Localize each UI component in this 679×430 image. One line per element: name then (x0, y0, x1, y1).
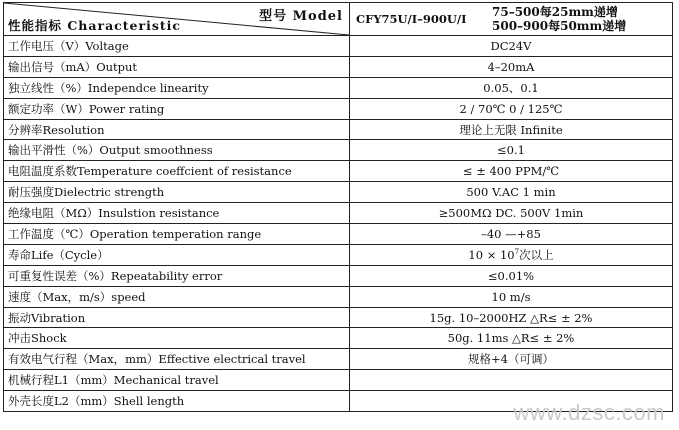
life-base: 10 × 10 (468, 247, 515, 262)
param-cell: 有效电气行程（Max，mm）Effective electrical travel (4, 349, 350, 370)
param-cell: 独立线性（%）Independce linearity (4, 77, 350, 98)
value-cell: ≤0.1 (350, 140, 673, 161)
param-cell: 机械行程L1（mm）Mechanical travel (4, 370, 350, 391)
range-2: 500–900每50mm递增 (492, 19, 627, 33)
model-series: CFY75U/I–900U/I (356, 12, 467, 26)
spec-sheet (3, 2, 672, 426)
model-label: 型号 Model (259, 9, 343, 24)
value-cell: 4–20mA (350, 56, 673, 77)
value-cell (350, 244, 673, 265)
value-cell: 15g. 10–2000HZ △R≤ ± 2% (350, 307, 673, 328)
param-cell: 电阻温度系数Temperature coeffcient of resistance (4, 161, 350, 182)
value-cell: ≤0.01% (350, 265, 673, 286)
table-row (4, 328, 673, 349)
value-cell: DC24V (350, 36, 673, 57)
param-cell: 外壳长度L2（mm）Shell length (4, 391, 350, 412)
value-cell: 理论上无限 Infinite (350, 119, 673, 140)
table-row (4, 307, 673, 328)
table-row (4, 203, 673, 224)
param-cell: 工作温度（℃）Operation temperation range (4, 224, 350, 245)
value-cell: 50g. 11ms △R≤ ± 2% (350, 328, 673, 349)
param-cell: 输出平滑性（%）Output smoothness (4, 140, 350, 161)
table-row (4, 36, 673, 57)
life-tail: 次以上 (519, 247, 554, 262)
characteristic-title: 性能指标 Characteristic (8, 18, 182, 33)
value-cell: 500 V.AC 1 min (350, 182, 673, 203)
range-1: 75–500每25mm递增 (492, 5, 618, 19)
param-cell: 寿命Life（Cycle） (4, 244, 350, 265)
param-cell: 耐压强度Dielectric strength (4, 182, 350, 203)
table-row (4, 161, 673, 182)
watermark: www.dzsc.com (513, 400, 665, 425)
header-row (4, 3, 673, 36)
value-cell: 10 m/s (350, 286, 673, 307)
table-row (4, 244, 673, 265)
param-cell: 绝缘电阻（MΩ）Insulstion resistance (4, 203, 350, 224)
value-cell: 2 / 70℃ 0 / 125℃ (350, 98, 673, 119)
value-cell: 0.05、0.1 (350, 77, 673, 98)
param-cell: 可重复性误差（%）Repeatability error (4, 265, 350, 286)
table-row (4, 98, 673, 119)
model-ranges (486, 5, 626, 33)
param-cell: 冲击Shock (4, 328, 350, 349)
param-cell: 振动Vibration (4, 307, 350, 328)
table-row (4, 224, 673, 245)
header-model-cell (350, 3, 673, 36)
header-corner-cell (4, 3, 350, 36)
table-row (4, 349, 673, 370)
table-row (4, 182, 673, 203)
value-cell: 规格+4（可调） (350, 349, 673, 370)
param-cell: 额定功率（W）Power rating (4, 98, 350, 119)
param-cell: 输出信号（mA）Output (4, 56, 350, 77)
value-cell (350, 370, 673, 391)
table-row (4, 77, 673, 98)
table-row (4, 119, 673, 140)
table-row (4, 265, 673, 286)
table-row (4, 56, 673, 77)
table-row (4, 286, 673, 307)
spec-table (3, 2, 673, 412)
param-cell: 分辨率Resolution (4, 119, 350, 140)
table-row (4, 140, 673, 161)
life-exponent: 7 (514, 248, 520, 257)
param-cell: 速度（Max，m/s）speed (4, 286, 350, 307)
table-row (4, 370, 673, 391)
value-cell: ≥500MΩ DC. 500V 1min (350, 203, 673, 224)
value-cell: –40 —+85 (350, 224, 673, 245)
value-cell: ≤ ± 400 PPM/℃ (350, 161, 673, 182)
param-cell: 工作电压（V）Voltage (4, 36, 350, 57)
